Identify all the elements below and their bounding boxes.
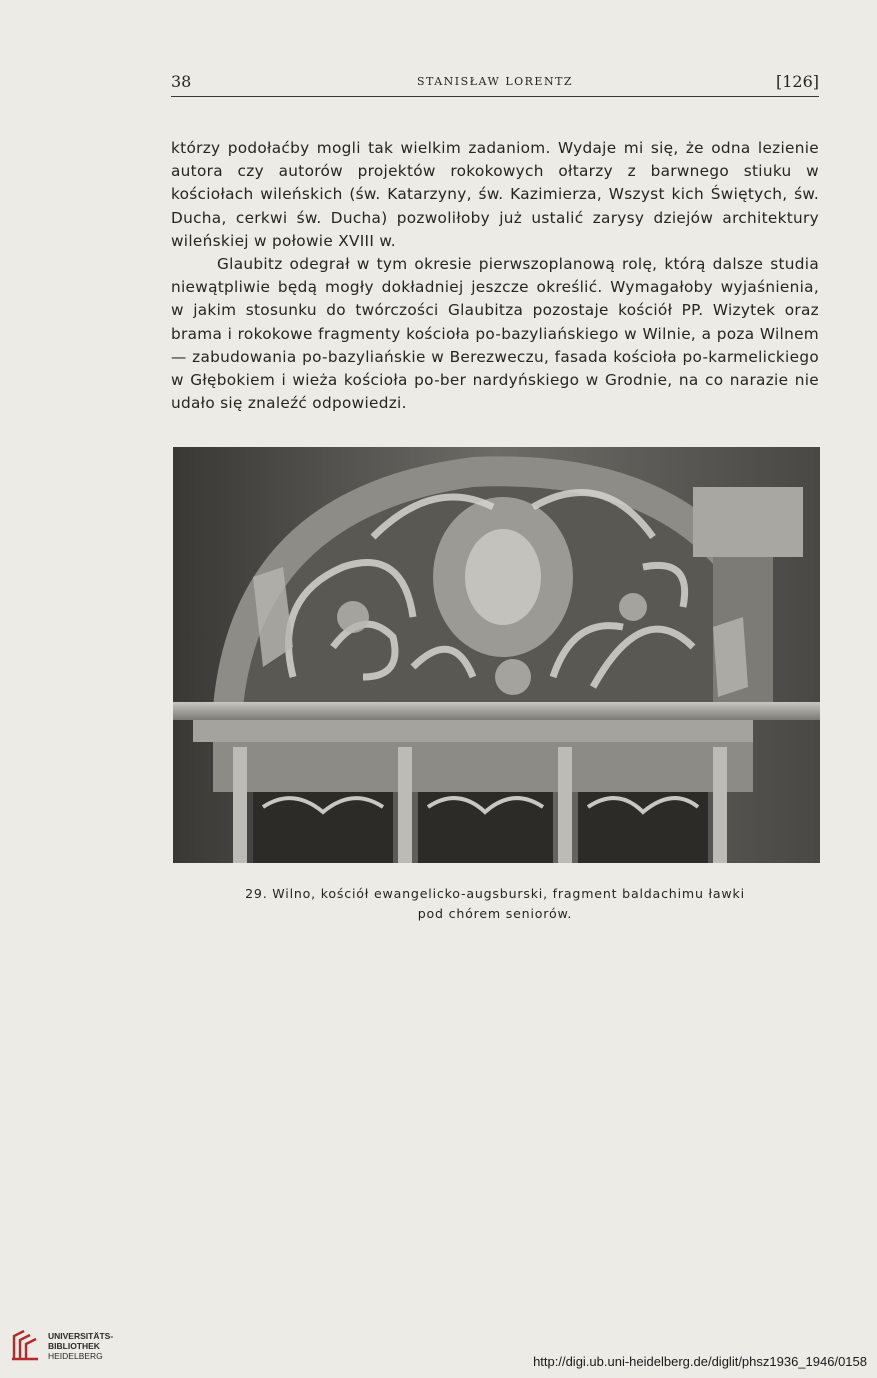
paragraph-1 (171, 137, 819, 253)
caption-line: 29. Wilno, kościół ewangelicko-augsburski, fragment baldachimu ławki (245, 886, 745, 901)
text-line: nardyńskiego w Grodnie, na co narazie nie udało się znaleźć odpowiedzi. (171, 371, 819, 413)
caption-line: pod chórem seniorów. (417, 906, 573, 921)
paragraph-2 (171, 253, 819, 415)
library-name (48, 1331, 113, 1361)
logo-line: BIBLIOTHEK (48, 1341, 100, 1351)
text-line: lezienie autora czy autorów projektów rokokowych ołtarzy z barwnego (171, 139, 819, 181)
library-logo (10, 1328, 150, 1364)
text-line: zarysy dziejów architektury wileńskiej w połowie XVIII w. (171, 208, 819, 250)
text-line: PP. Wizytek oraz brama i rokokowe fragmenty kościoła po-bazyliańskiego (171, 301, 819, 343)
figure-caption (171, 884, 819, 924)
logo-line: UNIVERSITÄTS- (48, 1331, 114, 1341)
body-text (171, 137, 819, 415)
logo-line: HEIDELBERG (48, 1351, 103, 1361)
figure-photograph (173, 447, 820, 863)
baldachin-photo (173, 447, 820, 863)
text-line: wyjaśnienia, w jakim stosunku do twórczości Glaubitza pozostaje kościół (171, 278, 819, 320)
text-line: którzy podołaćby mogli tak wielkim zadaniom. Wydaje mi się, że odna (171, 139, 751, 157)
text-line: w Wilnie, a poza Wilnem — zabudowania po-bazyliańskie w Berezweczu, (171, 324, 819, 366)
library-emblem-icon (10, 1328, 40, 1362)
source-url[interactable]: http://digi.ub.uni-heidelberg.de/diglit/phsz1936_1946/0158 (533, 1354, 867, 1369)
text-line: kich Świętych, św. Ducha, cerkwi św. Ducha) pozwoliłoby już ustalić (171, 185, 819, 227)
text-line: stiuku w kościołach wileńskich (św. Katarzyny, św. Kazimierza, Wszyst (171, 162, 819, 204)
text-line: fasada kościoła po-karmelickiego w Głębokiem i wieża kościoła po-ber (171, 347, 819, 390)
page-header (171, 72, 819, 97)
text-line: studia niewątpliwie będą mogły dokładniej jeszcze określić. Wymagałoby (171, 255, 819, 297)
folio-number: [126] (775, 72, 819, 91)
text-line: Glaubitz odegrał w tym okresie pierwszoplanową rolę, którą dalsze (217, 255, 771, 274)
page-number: 38 (171, 72, 192, 91)
running-head: STANISŁAW LORENTZ (416, 75, 574, 88)
